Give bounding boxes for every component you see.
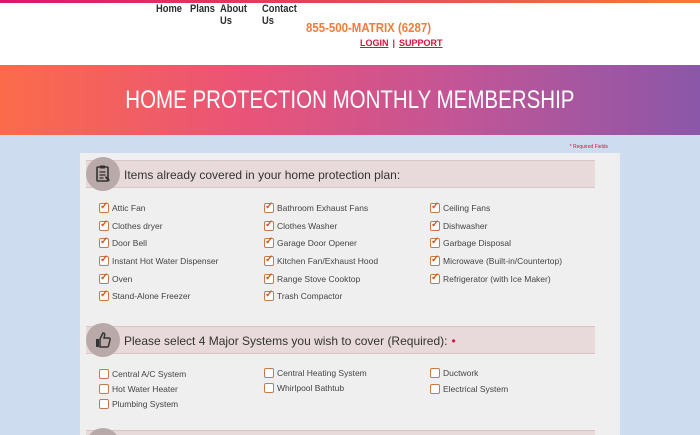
checkbox-item[interactable]	[99, 384, 178, 394]
checkbox-item[interactable]	[99, 256, 218, 266]
checkbox-label: Instant Hot Water Dispenser	[112, 256, 219, 266]
next-section-header	[86, 430, 595, 435]
checkbox-item[interactable]	[264, 368, 367, 378]
support-link[interactable]: SUPPORT	[399, 38, 443, 48]
checkbox-label: Electrical System	[443, 384, 509, 394]
checkbox-item[interactable]	[264, 203, 368, 213]
phone-number[interactable]: 855-500-MATRIX (6287)	[306, 20, 432, 35]
required-fields-note: * Required Fields	[569, 144, 608, 150]
nav-plans[interactable]: Plans	[190, 3, 215, 15]
checkbox[interactable]	[430, 384, 440, 394]
page-title: HOME PROTECTION MONTHLY MEMBERSHIP	[125, 85, 575, 114]
checkbox-item[interactable]	[430, 368, 478, 378]
checkbox[interactable]	[430, 274, 440, 284]
checkbox[interactable]	[99, 203, 109, 213]
covered-items-title: Items already covered in your home protection plan:	[124, 168, 401, 182]
checkbox[interactable]	[430, 203, 440, 213]
checkbox[interactable]	[264, 383, 274, 393]
checkbox-item[interactable]	[264, 274, 360, 284]
checkbox[interactable]	[264, 238, 274, 248]
checkbox-item[interactable]	[99, 221, 163, 231]
login-link[interactable]: LOGIN	[360, 38, 389, 48]
checkbox-label: Whirlpool Bathtub	[277, 383, 345, 393]
checkbox[interactable]	[264, 256, 274, 266]
checkbox-item[interactable]	[430, 221, 487, 231]
checkbox[interactable]	[99, 221, 109, 231]
checkbox-label: Ceiling Fans	[443, 203, 491, 213]
checkbox-item[interactable]	[430, 256, 562, 266]
site-header	[0, 3, 700, 65]
major-systems-header	[86, 326, 595, 354]
checkbox-label: Clothes Washer	[277, 221, 338, 231]
checkbox-label: Clothes dryer	[112, 221, 163, 231]
major-systems-title-text: Please select 4 Major Systems you wish to cover (Required):	[124, 334, 448, 348]
checkbox[interactable]	[99, 256, 109, 266]
checkbox-label: Garage Door Opener	[277, 238, 357, 248]
checkbox-item[interactable]	[430, 238, 511, 248]
checkbox[interactable]	[99, 369, 109, 379]
checkbox[interactable]	[264, 221, 274, 231]
checkbox-item[interactable]	[99, 291, 190, 301]
nav-about-us[interactable]: About Us	[220, 3, 248, 27]
checkbox-label: Range Stove Cooktop	[277, 274, 361, 284]
checkbox-item[interactable]	[430, 384, 508, 394]
account-links	[360, 38, 443, 48]
hero-banner	[0, 65, 700, 135]
checkbox[interactable]	[99, 238, 109, 248]
nav-home[interactable]: Home	[156, 3, 182, 15]
checkbox-label: Attic Fan	[112, 203, 146, 213]
thumbs-up-icon	[86, 323, 120, 357]
major-systems-title	[124, 334, 456, 348]
main-nav	[156, 3, 307, 27]
checkbox[interactable]	[264, 203, 274, 213]
checkbox-label: Bathroom Exhaust Fans	[277, 203, 369, 213]
checkbox[interactable]	[99, 291, 109, 301]
checkbox-label: Trash Compactor	[277, 291, 343, 301]
checkbox[interactable]	[99, 399, 109, 409]
checkbox-label: Stand-Alone Freezer	[112, 291, 191, 301]
checkbox-label: Ductwork	[443, 368, 479, 378]
covered-items-header	[86, 160, 595, 188]
checkbox-item[interactable]	[264, 383, 344, 393]
link-separator: |	[392, 38, 396, 48]
clipboard-icon	[86, 157, 120, 191]
checkbox-item[interactable]	[430, 203, 490, 213]
checkbox[interactable]	[264, 368, 274, 378]
checkbox-label: Plumbing System	[112, 399, 179, 409]
checkbox-label: Central Heating System	[277, 368, 367, 378]
checkbox[interactable]	[99, 384, 109, 394]
checkbox-item[interactable]	[99, 369, 186, 379]
checkbox-item[interactable]	[99, 399, 178, 409]
checkbox[interactable]	[430, 368, 440, 378]
checkbox[interactable]	[99, 274, 109, 284]
checkbox-label: Kitchen Fan/Exhaust Hood	[277, 256, 379, 266]
checkbox-label: Dishwasher	[443, 221, 488, 231]
checkbox-item[interactable]	[264, 221, 337, 231]
nav-contact-us[interactable]: Contact Us	[262, 3, 297, 27]
checkbox-label: Microwave (Built-in/Countertop)	[443, 256, 563, 266]
checkbox-label: Central A/C System	[112, 369, 187, 379]
checkbox-label: Garbage Disposal	[443, 238, 512, 248]
checkbox-label: Refrigerator (with Ice Maker)	[443, 274, 551, 284]
checkbox[interactable]	[430, 256, 440, 266]
checkbox-item[interactable]	[264, 291, 342, 301]
checkbox-item[interactable]	[99, 203, 146, 213]
checkbox-label: Door Bell	[112, 238, 147, 248]
required-mark: •	[451, 334, 456, 348]
checkbox-item[interactable]	[264, 238, 357, 248]
checkbox-item[interactable]	[264, 256, 378, 266]
checkbox-label: Hot Water Heater	[112, 384, 178, 394]
checkbox-item[interactable]	[99, 238, 147, 248]
checkbox-item[interactable]	[99, 274, 132, 284]
checkbox[interactable]	[430, 221, 440, 231]
checkbox[interactable]	[264, 291, 274, 301]
checkbox[interactable]	[430, 238, 440, 248]
checkbox[interactable]	[264, 274, 274, 284]
checkbox-item[interactable]	[430, 274, 551, 284]
checkbox-label: Oven	[112, 274, 133, 284]
